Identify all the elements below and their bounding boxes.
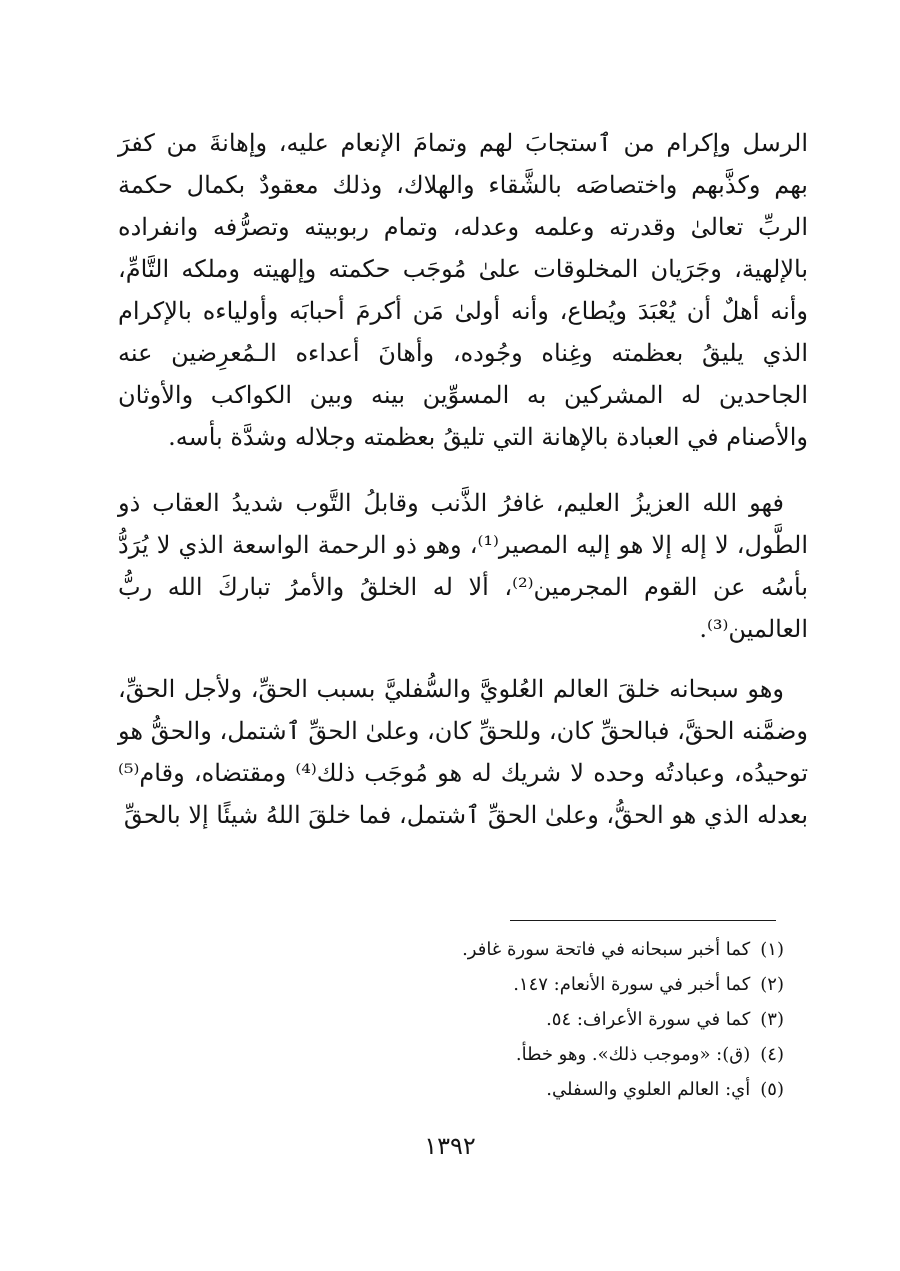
page-number: ١٣٩٢: [424, 1132, 476, 1160]
footnote-number: (٢): [760, 974, 784, 995]
body-paragraph-1: الرسل وإكرام من ٱستجابَ لهم وتمامَ الإنعام عليه، وإهانةَ من كفرَ بهم وكذَّبهم واختصاصَه بالشَّقاء والهلاك، وذلك معقودٌ بكمال حكمة الربِّ تعالىٰ وقدرته وعلمه وعدله، وتمام ربوبيته وتصرُّفه وانفراده بالإلهية، وجَرَيان المخلوقات علىٰ مُوجَب حكمته وإلهيته وملكه التَّامِّ، وأنه أهلٌ أن يُعْبَدَ ويُطاع، وأنه أولىٰ مَن أكرمَ أحبابَه وأولياءه بالإكرام الذي يليقُ بعظمته وغِناه وجُوده، وأهانَ أعداءه الـمُعرِضين عنه الجاحدين له المشركين به المسوِّين بينه وبين الكواكب والأوثان والأصنام في العبادة بالإهانة التي تليقُ بعظمته وجلاله وشدَّة بأسه.: [118, 129, 808, 451]
footnote-number: (٤): [760, 1044, 784, 1065]
footnote-text: كما أخبر سبحانه في فاتحة سورة غافر.: [462, 939, 751, 960]
body-paragraph-2: فهو الله العزيزُ العليم، غافرُ الذَّنب وقابلُ التَّوب شديدُ العقاب ذو الطَّول، لا إله إلا هو إليه المصير⁽¹⁾، وهو ذو الرحمة الواسعة الذي لا يُرَدُّ بأسُه عن القوم المجرمين⁽²⁾، ألا له الخلقُ والأمرُ تباركَ الله ربُّ العالمين⁽³⁾.: [118, 489, 808, 643]
footnote-item: [184, 1072, 784, 1107]
footnote-number: (٥): [760, 1079, 784, 1100]
body-paragraph-3: وهو سبحانه خلقَ العالم العُلويَّ والسُّفليَّ بسبب الحقِّ، ولأجل الحقِّ، وضمَّنه الحقَّ، فبالحقِّ كان، وللحقِّ كان، وعلىٰ الحقِّ ٱشتمل، والحقُّ هو توحيدُه، وعبادتُه وحده لا شريك له هو مُوجَب ذلك⁽⁴⁾ ومقتضاه، وقام⁽⁵⁾ بعدله الذي هو الحقُّ، وعلىٰ الحقِّ ٱشتمل، فما خلقَ اللهُ شيئًا إلا بالحقِّ: [118, 675, 809, 829]
footnote-item: [184, 1002, 784, 1037]
footnote-item: [184, 967, 784, 1002]
footnote-number: (١): [760, 939, 784, 960]
footnote-item: [184, 932, 784, 967]
footnote-text: كما في سورة الأعراف: ٥٤.: [546, 1009, 751, 1030]
page-body: [118, 122, 808, 836]
footnote-text: (ق): «وموجب ذلك». وهو خطأ.: [515, 1044, 751, 1065]
footnotes-list: [184, 932, 784, 1107]
footnote-divider: [510, 920, 776, 921]
footnote-item: [184, 1037, 784, 1072]
footnote-text: أي: العالم العلوي والسفلي.: [546, 1079, 751, 1100]
footnote-number: (٣): [760, 1009, 784, 1030]
footnote-text: كما أخبر في سورة الأنعام: ١٤٧.: [513, 974, 751, 995]
